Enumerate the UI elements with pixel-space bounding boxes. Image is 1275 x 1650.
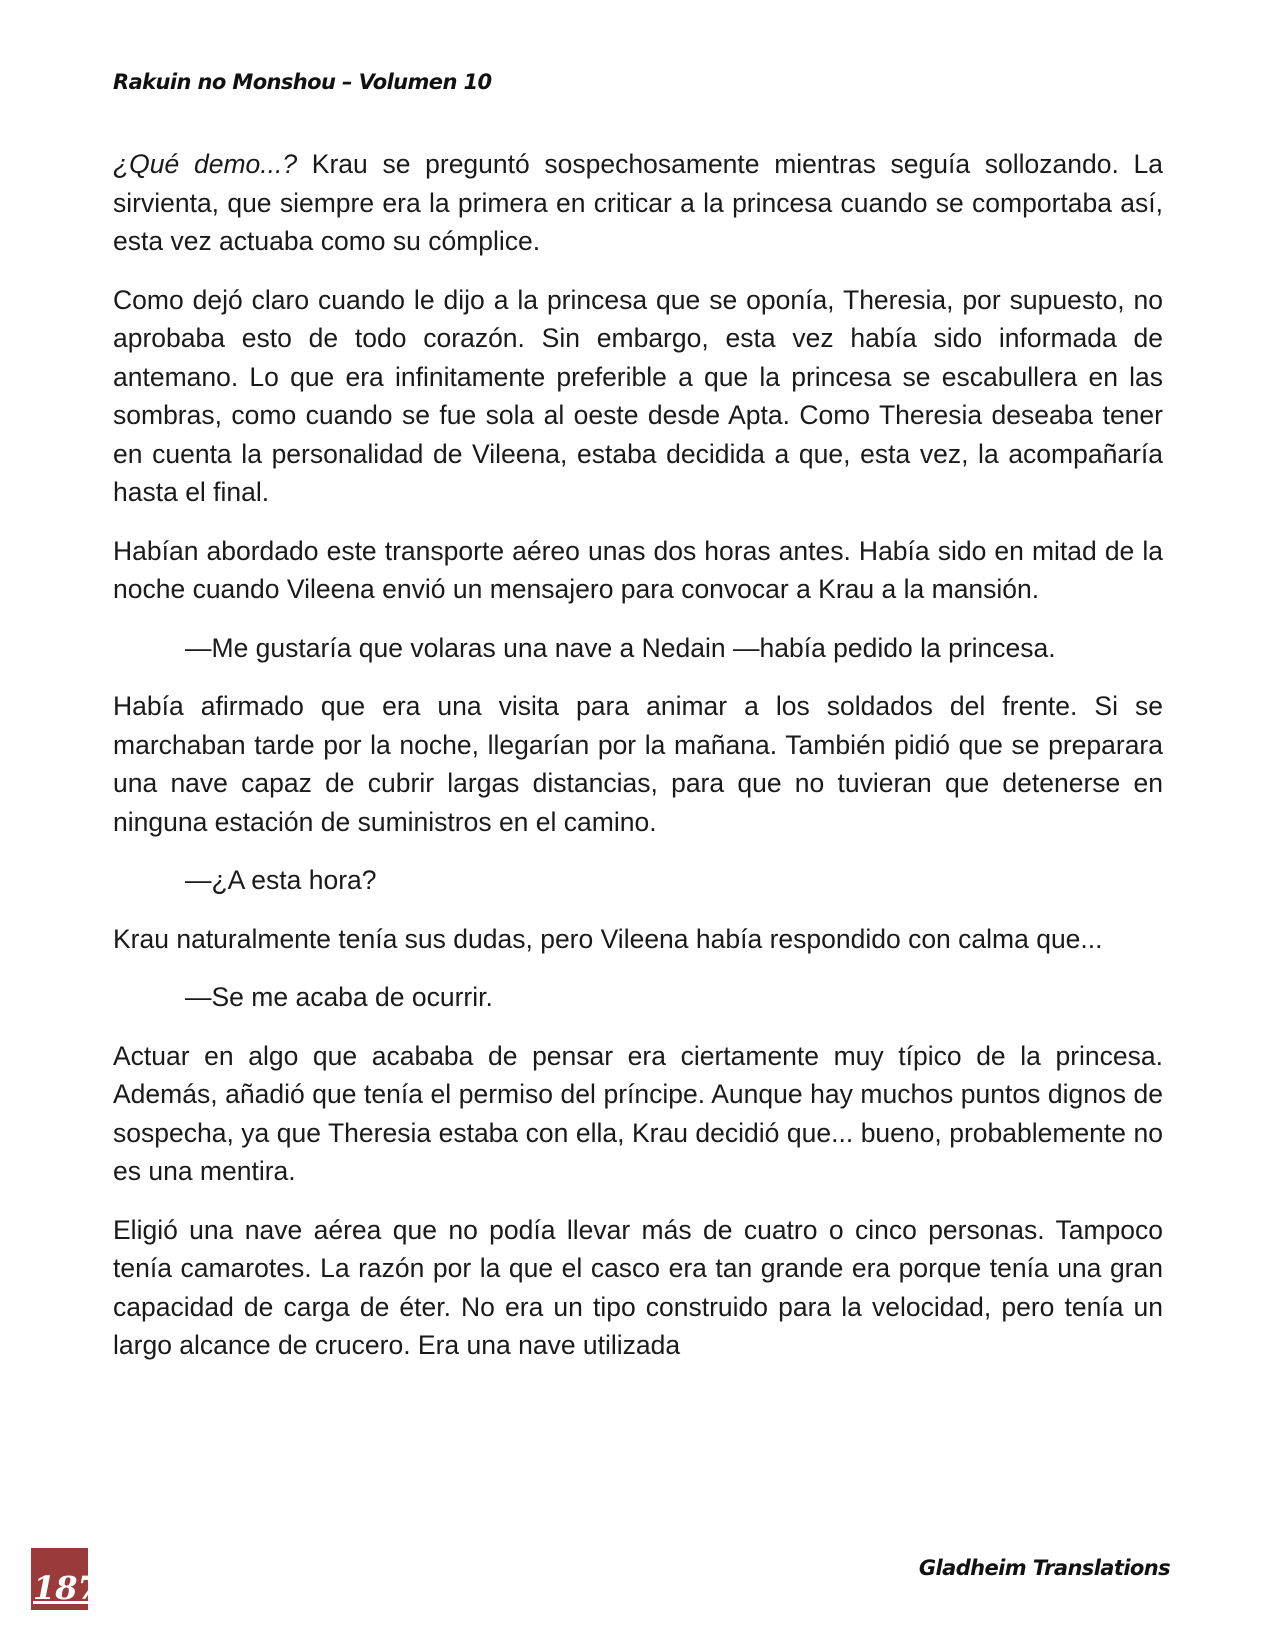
paragraph-3: Habían abordado este transporte aéreo unas dos horas antes. Había sido en mitad de la noche cuando Vileena envió un mensajero para convocar a Krau a la mansión.	[113, 535, 1163, 604]
translator-credit: Gladheim Translations	[918, 1556, 1170, 1580]
paragraph-2: Como dejó claro cuando le dijo a la princesa que se oponía, Theresia, por supuesto, no aprobaba esto de todo corazón. Sin embargo, esta vez había sido informada de antemano. Lo que era infinitamente preferible a que la princesa se escabullera en las sombras, como cuando se fue sola al oeste desde Apta. Como Theresia deseaba tener en cuenta la personalidad de Vileena, estaba decidida a que, esta vez, la acompañaría hasta el final.	[113, 284, 1163, 507]
page-number: 187	[33, 1569, 100, 1607]
paragraph-5: Había afirmado que era una visita para animar a los soldados del frente. Si se marchaban tarde por la noche, llegarían por la mañana. También pidió que se preparara una nave capaz de cubrir largas distancias, para que no tuvieran que detenerse en ninguna estación de suministros en el camino.	[113, 691, 1163, 837]
dialogue-line-3: —Se me acaba de ocurrir.	[185, 982, 493, 1012]
paragraph-10: Eligió una nave aérea que no podía llevar más de cuatro o cinco personas. Tampoco tenía camarotes. La razón por la que el casco era tan grande era porque tenía una gran capacidad de carga de éter. No era un tipo construido para la velocidad, pero tenía un largo alcance de crucero. Era una nave utilizada	[113, 1214, 1163, 1360]
dialogue-line-2: —¿A esta hora?	[185, 865, 377, 895]
paragraph-7: Krau naturalmente tenía sus dudas, pero Vileena había respondido con calma que...	[113, 923, 1103, 954]
paragraph-9: Actuar en algo que acababa de pensar era ciertamente muy típico de la princesa. Además, añadió que tenía el permiso del príncipe. Aunque hay muchos puntos dignos de sospecha, ya que Theresia estaba con ella, Krau decidió que... bueno, probablemente no es una mentira.	[113, 1040, 1163, 1186]
paragraph-1-text: Krau se preguntó sospechosamente mientras seguía sollozando. La sirvienta, que siempre era la primera en criticar a la princesa cuando se comportaba así, esta vez actuaba como su cómplice.	[113, 149, 1163, 256]
paragraph-1-italic: ¿Qué demo...?	[113, 149, 298, 179]
running-header: Rakuin no Monshou – Volumen 10	[113, 70, 492, 94]
paragraph-1	[113, 145, 1163, 261]
page-body	[113, 145, 1163, 1385]
dialogue-line-1: —Me gustaría que volaras una nave a Nedain —había pedido la princesa.	[185, 632, 1056, 663]
